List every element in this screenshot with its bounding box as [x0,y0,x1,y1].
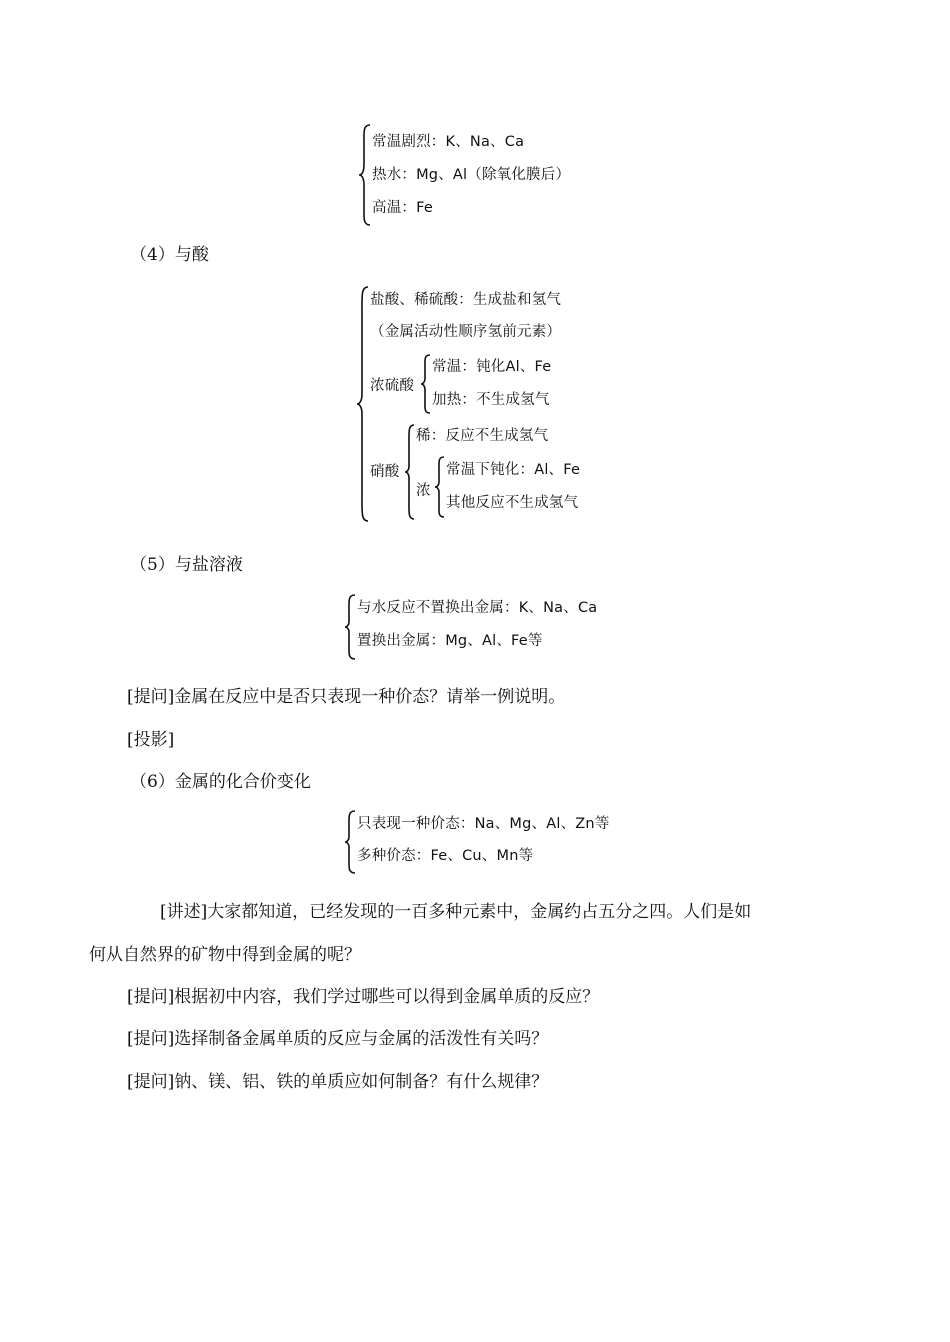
salt-item-no-displace: 与水反应不置换出金属：K、Na、Ca [357,600,598,616]
water-item-high-temp: 高温：Fe [372,200,433,216]
valence-brace [344,810,357,874]
acid-outer-brace [356,286,370,522]
salt-heading: （5）与盐溶液 [130,555,243,575]
nitric-conc-other: 其他反应不生成氢气 [446,495,579,511]
nitric-acid-brace [404,424,416,520]
nitric-conc-brace [434,456,446,518]
question-valence: [提问]金属在反应中是否只表现一种价态？请举一例说明。 [127,687,566,707]
conc-sulfuric-brace [420,354,432,414]
water-item-hot-water: 热水：Mg、Al（除氧化膜后） [372,167,571,183]
nitric-conc-passivation: 常温下钝化：Al、Fe [446,462,581,478]
question-activity: [提问]选择制备金属单质的反应与金属的活泼性有关吗？ [127,1029,549,1049]
salt-brace [344,594,357,660]
lecture-line2: 何从自然界的矿物中得到金属的呢？ [89,945,361,965]
acid-heading: （4）与酸 [130,245,209,265]
valence-item-single: 只表现一种价态：Na、Mg、Al、Zn等 [357,816,610,832]
nitric-acid-label: 硝酸 [370,464,400,480]
acid-hcl-line2: （金属活动性顺序氢前元素） [370,324,562,340]
nitric-conc-label: 浓 [416,483,431,499]
conc-sulfuric-label: 浓硫酸 [370,378,415,394]
conc-sulfuric-heated: 加热：不生成氢气 [432,392,550,408]
conc-sulfuric-room-temp: 常温：钝化Al、Fe [432,359,552,375]
lecture-line1: [讲述]大家都知道，已经发现的一百多种元素中，金属约占五分之四。人们是如 [160,902,752,922]
water-brace [358,124,372,226]
nitric-dilute: 稀：反应不生成氢气 [416,428,549,444]
valence-item-multiple: 多种价态：Fe、Cu、Mn等 [357,848,534,864]
question-methods: [提问]根据初中内容，我们学过哪些可以得到金属单质的反应？ [127,987,600,1007]
salt-item-displace: 置换出金属：Mg、Al、Fe等 [357,633,543,649]
acid-hcl-line1: 盐酸、稀硫酸：生成盐和氢气 [370,292,562,308]
valence-heading: （6）金属的化合价变化 [130,772,311,792]
projection-label: [投影] [127,730,175,750]
question-preparation: [提问]钠、镁、铝、铁的单质应如何制备？有什么规律？ [127,1072,549,1092]
water-item-room-temp: 常温剧烈：K、Na、Ca [372,134,525,150]
